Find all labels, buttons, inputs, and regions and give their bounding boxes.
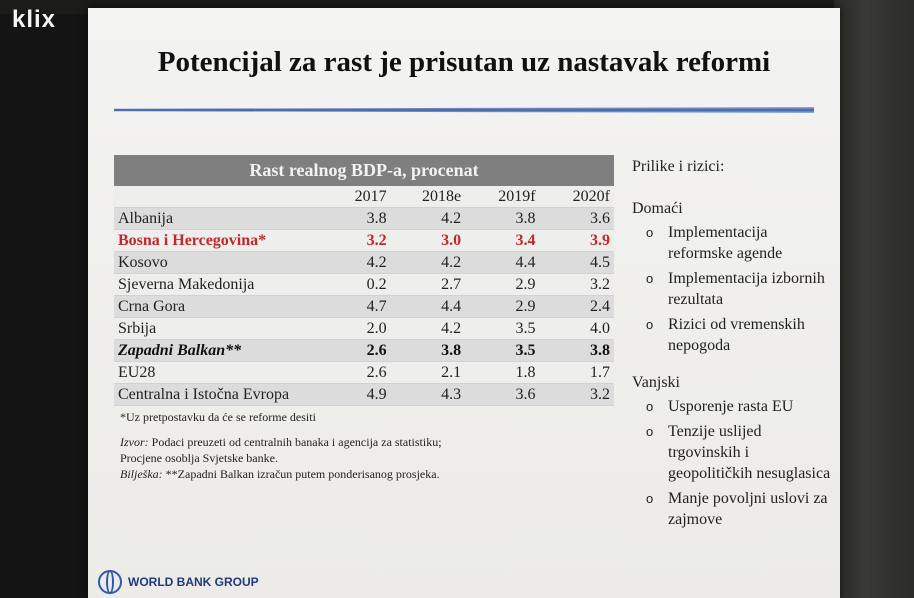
gdp-value: 4.0 (540, 318, 614, 340)
gdp-value: 3.8 (317, 208, 391, 230)
gdp-value: 3.5 (465, 318, 539, 340)
gdp-value: 3.2 (540, 274, 614, 296)
risk-item: o Implementacija izbornih rezultata (632, 268, 832, 310)
gdp-value: 2.9 (465, 296, 539, 318)
gdp-data-table (114, 186, 614, 406)
column-header: 2020f (540, 186, 614, 208)
risk-item: o Rizici od vremenskih nepogoda (632, 314, 832, 356)
table-row (114, 340, 614, 362)
country-name: Bosna i Hercegovina* (114, 230, 317, 252)
source-label: Izvor: (120, 435, 149, 449)
gdp-value: 3.8 (391, 340, 466, 362)
gdp-value: 3.2 (317, 230, 391, 252)
risk-item: o Usporenje rasta EU (632, 396, 832, 417)
gdp-value: 4.5 (540, 252, 614, 274)
source-text: Podaci preuzeti od centralnih banaka i agencija za statistiku; Procjene osoblja Svjetske banke. (120, 435, 442, 465)
country-name: Kosovo (114, 252, 317, 274)
gdp-value: 4.3 (391, 384, 466, 406)
gdp-value: 2.6 (317, 340, 391, 362)
gdp-value: 2.0 (317, 318, 391, 340)
source-note (120, 434, 450, 482)
external-list (632, 396, 832, 530)
column-header: 2017 (317, 186, 391, 208)
gdp-value: 3.0 (391, 230, 466, 252)
country-name: Sjeverna Makedonija (114, 274, 317, 296)
column-header: 2018e (391, 186, 466, 208)
external-label: Vanjski (632, 374, 680, 391)
gdp-value: 4.4 (465, 252, 539, 274)
gdp-value: 2.7 (391, 274, 466, 296)
risk-item: o Tenzije uslijed trgovinskih i geopolitičkih nesuglasica (632, 421, 832, 484)
risks-panel (632, 158, 832, 548)
world-bank-logo (98, 570, 259, 594)
slide-title: Potencijal za rast je prisutan uz nastavak reformi (157, 46, 771, 78)
country-name: Crna Gora (114, 296, 317, 318)
gdp-value: 4.2 (391, 208, 466, 230)
gdp-value: 0.2 (317, 274, 391, 296)
note-text: **Zapadni Balkan izračun putem ponderisanog prosjeka. (165, 467, 440, 481)
gdp-value: 4.2 (391, 252, 466, 274)
column-header: 2019f (465, 186, 539, 208)
country-name: Centralna i Istočna Evropa (114, 384, 317, 406)
domestic-label: Domaći (632, 200, 683, 217)
world-bank-label: WORLD BANK GROUP (128, 575, 259, 589)
table-row (114, 252, 614, 274)
table-row (114, 208, 614, 230)
gdp-table (114, 155, 614, 406)
table-row (114, 230, 614, 252)
risk-item: o Manje povoljni uslovi za zajmove (632, 488, 832, 530)
country-name: EU28 (114, 362, 317, 384)
gdp-value: 2.1 (391, 362, 466, 384)
risk-item: o Implementacija reformske agende (632, 222, 832, 264)
footnote: *Uz pretpostavku da će se reforme desiti (120, 410, 316, 424)
gdp-value: 4.7 (317, 296, 391, 318)
country-name: Zapadni Balkan** (114, 340, 317, 362)
gdp-value: 3.9 (540, 230, 614, 252)
gdp-value: 2.6 (317, 362, 391, 384)
table-row (114, 318, 614, 340)
presentation-slide (88, 8, 840, 598)
screen-bezel-right (834, 0, 914, 598)
gdp-value: 4.2 (391, 318, 466, 340)
table-row (114, 384, 614, 406)
gdp-value: 3.5 (465, 340, 539, 362)
table-header: Rast realnog BDP-a, procenat (114, 155, 614, 186)
gdp-value: 3.2 (540, 384, 614, 406)
gdp-value: 3.6 (465, 384, 539, 406)
globe-icon (98, 570, 122, 594)
table-row (114, 362, 614, 384)
table-column-header-row (114, 186, 614, 208)
gdp-value: 3.8 (465, 208, 539, 230)
country-name: Albanija (114, 208, 317, 230)
gdp-value: 3.6 (540, 208, 614, 230)
gdp-value: 4.9 (317, 384, 391, 406)
country-name: Srbija (114, 318, 317, 340)
title-underline (114, 107, 814, 113)
gdp-value: 3.8 (540, 340, 614, 362)
table-row (114, 296, 614, 318)
gdp-value: 4.2 (317, 252, 391, 274)
gdp-value: 2.4 (540, 296, 614, 318)
gdp-value: 2.9 (465, 274, 539, 296)
gdp-value: 4.4 (391, 296, 466, 318)
gdp-value: 3.4 (465, 230, 539, 252)
risks-heading: Prilike i rizici: (632, 158, 725, 175)
note-label: Bilješka: (120, 467, 163, 481)
domestic-list (632, 222, 832, 356)
klix-logo: klix (12, 6, 57, 33)
column-header-blank (114, 186, 317, 208)
gdp-value: 1.7 (540, 362, 614, 384)
gdp-value: 1.8 (465, 362, 539, 384)
table-row (114, 274, 614, 296)
